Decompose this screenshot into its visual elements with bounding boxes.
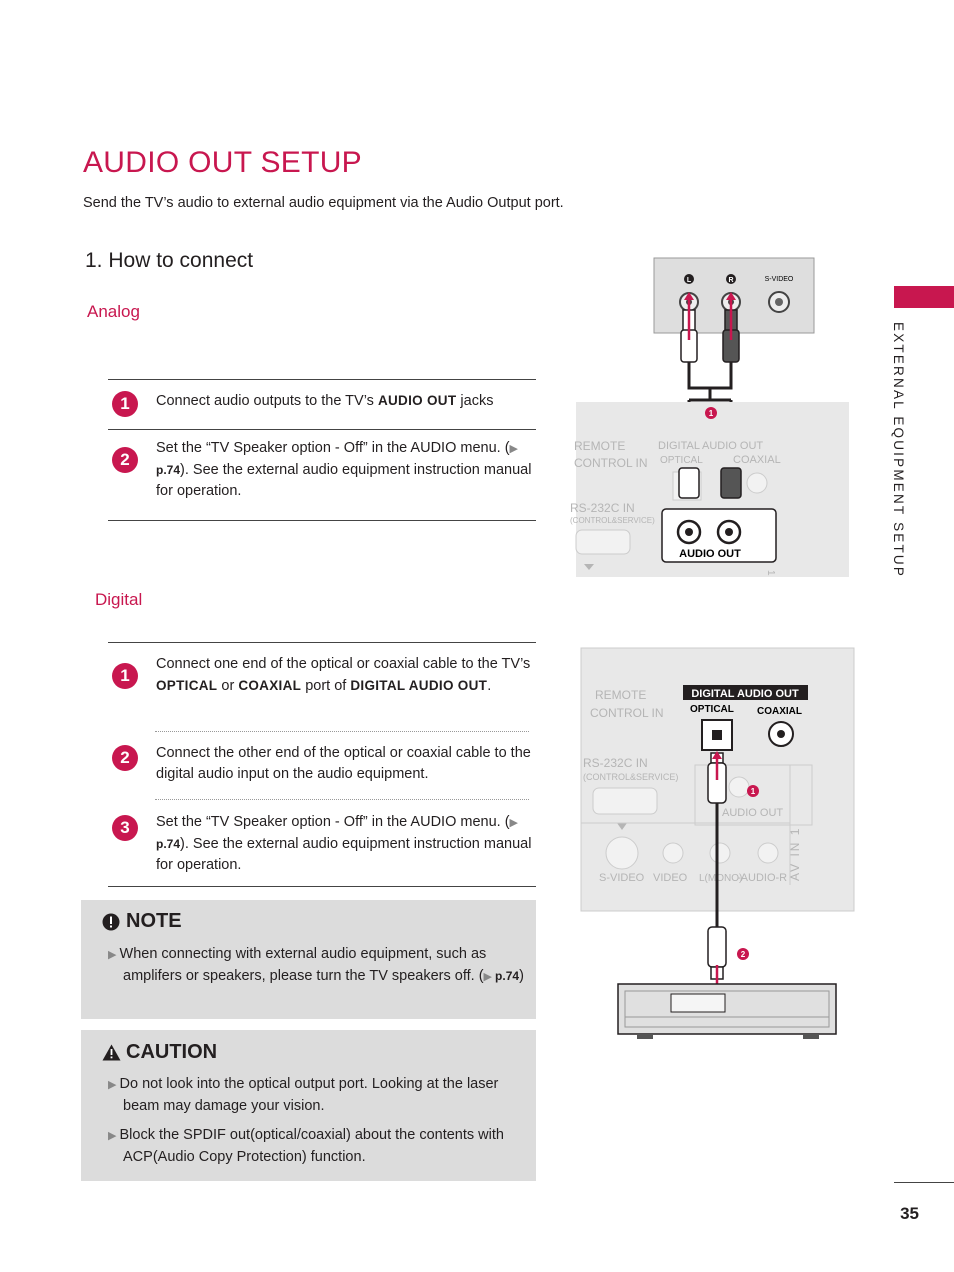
divider bbox=[108, 642, 536, 643]
divider bbox=[108, 429, 536, 430]
remote-label: REMOTE bbox=[595, 688, 647, 702]
av-in-label: AV IN 1 bbox=[788, 826, 802, 881]
analog-connection-diagram bbox=[560, 250, 860, 585]
triangle-icon: ▶ bbox=[509, 817, 518, 829]
page-number-rule bbox=[894, 1182, 954, 1183]
step-number: 1 bbox=[112, 663, 138, 689]
dotted-divider bbox=[155, 799, 529, 800]
coaxial-label: COAXIAL bbox=[733, 454, 781, 466]
svideo-label: S-VIDEO bbox=[764, 276, 794, 283]
control-service-label: (CONTROL&SERVICE) bbox=[583, 772, 679, 782]
note-bullet: ▶ When connecting with external audio equipment, such as amplifers or speakers, please turn the TV speakers off. (▶ p.74) bbox=[108, 946, 524, 984]
note-heading: NOTE bbox=[102, 910, 182, 933]
warning-icon bbox=[102, 1044, 121, 1061]
step-text: Connect one end of the optical or coaxial cable to the TV’s OPTICAL or COAXIAL port of DIGITAL AUDIO OUT. bbox=[156, 656, 531, 694]
video-label: VIDEO bbox=[653, 872, 688, 884]
jack-r-label: R bbox=[728, 277, 734, 284]
triangle-icon: ▶ bbox=[108, 1130, 120, 1142]
step-text: Connect audio outputs to the TV’s AUDIO OUT jacks bbox=[156, 393, 494, 409]
page-title: AUDIO OUT SETUP bbox=[83, 146, 362, 179]
step-number: 2 bbox=[112, 447, 138, 473]
svideo-label: S-VIDEO bbox=[599, 872, 645, 884]
marker-1: 1 bbox=[750, 787, 756, 796]
page-subtitle: Send the TV’s audio to external audio equipment via the Audio Output port. bbox=[83, 195, 564, 211]
page-number: 35 bbox=[900, 1204, 919, 1223]
digital-connection-diagram bbox=[575, 645, 865, 1045]
digital-audio-out-label: DIGITAL AUDIO OUT bbox=[691, 688, 799, 700]
rs232c-label: RS-232C IN bbox=[583, 756, 648, 770]
audio-r-label: -AUDIO-R bbox=[737, 872, 788, 884]
digital-audio-out-label: DIGITAL AUDIO OUT bbox=[658, 440, 764, 452]
step-text: Connect the other end of the optical or coaxial cable to the digital audio input on the audio equipment. bbox=[156, 745, 531, 782]
divider bbox=[108, 886, 536, 887]
control-in-label: CONTROL IN bbox=[574, 456, 648, 470]
step-number: 2 bbox=[112, 745, 138, 771]
analog-label: Analog bbox=[87, 302, 140, 321]
control-service-label: (CONTROL&SERVICE) bbox=[570, 516, 655, 525]
exclamation-icon bbox=[102, 913, 120, 931]
triangle-icon: ▶ bbox=[108, 949, 120, 961]
caution-heading: CAUTION bbox=[102, 1041, 217, 1064]
optical-label: OPTICAL bbox=[660, 455, 703, 466]
rs232c-label: RS-232C IN bbox=[570, 501, 635, 515]
optical-label: OPTICAL bbox=[690, 704, 734, 715]
remote-label: REMOTE bbox=[574, 439, 626, 453]
caution-bullet: ▶ Block the SPDIF out(optical/coaxial) about the contents with ACP(Audio Copy Protection) function. bbox=[108, 1127, 504, 1165]
step-number: 1 bbox=[112, 391, 138, 417]
triangle-icon: ▶ bbox=[509, 443, 518, 455]
step-text: Set the “TV Speaker option - Off” in the AUDIO menu. (▶ p.74). See the external audio equipment instruction manual for operation. bbox=[156, 440, 532, 499]
step-text: Set the “TV Speaker option - Off” in the AUDIO menu. (▶ p.74). See the external audio equipment instruction manual for operation. bbox=[156, 814, 532, 873]
divider bbox=[108, 520, 536, 521]
triangle-icon: ▶ bbox=[108, 1079, 120, 1091]
caution-bullet: ▶ Do not look into the optical output port. Looking at the laser beam may damage your vision. bbox=[108, 1076, 499, 1114]
l-mono-label: L(MONO) bbox=[699, 873, 743, 884]
panel-side-label: 1 bbox=[765, 570, 776, 576]
audio-out-label: AUDIO OUT bbox=[722, 807, 784, 819]
dotted-divider bbox=[155, 731, 529, 732]
digital-label: Digital bbox=[95, 590, 143, 609]
divider bbox=[108, 379, 536, 380]
control-in-label: CONTROL IN bbox=[590, 706, 664, 720]
coaxial-label: COAXIAL bbox=[757, 706, 802, 717]
triangle-icon: ▶ bbox=[483, 971, 496, 983]
section-tab-marker bbox=[894, 286, 954, 308]
jack-l-label: L bbox=[686, 277, 692, 284]
marker-1: 1 bbox=[708, 409, 714, 418]
section-heading: 1. How to connect bbox=[85, 249, 254, 272]
marker-2: 2 bbox=[740, 950, 746, 959]
step-number: 3 bbox=[112, 815, 138, 841]
audio-out-label: AUDIO OUT bbox=[679, 548, 741, 560]
section-tab-label: EXTERNAL EQUIPMENT SETUP bbox=[891, 322, 906, 579]
